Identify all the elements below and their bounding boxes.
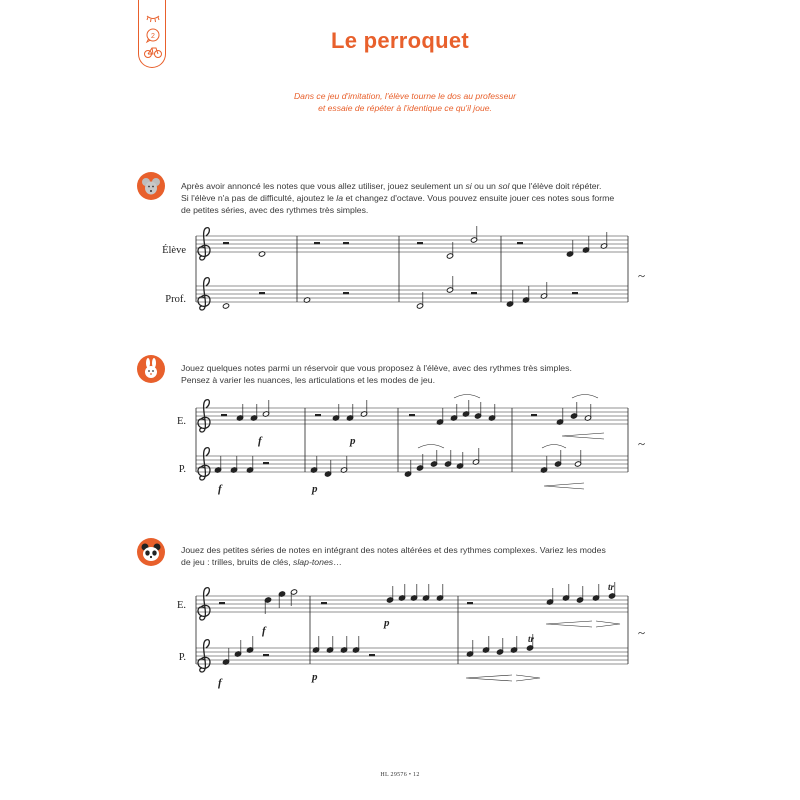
rest <box>572 292 578 294</box>
continuation-mark-3: ~ <box>638 625 646 640</box>
label-eleve: Élève <box>162 245 186 256</box>
rest <box>517 242 523 244</box>
note-head <box>222 303 229 309</box>
section-1-line-2: Si l'élève n'a pas de difficulté, ajoutez le la et changez d'octave. Vous pouvez ensuite jouer ces notes sous forme <box>181 193 615 203</box>
intro-line-2: et essaie de répéter à l'identique ce qu'il joue. <box>318 103 492 113</box>
rest <box>321 602 327 604</box>
notation-layer <box>196 226 628 689</box>
continuation-mark-2: ~ <box>638 436 646 451</box>
intro-line-1: Dans ce jeu d'imitation, l'élève tourne le dos au professeur <box>293 91 517 101</box>
slur <box>542 445 566 449</box>
rest <box>409 414 415 416</box>
rest <box>263 654 269 656</box>
dynamic-mark: f <box>262 625 266 637</box>
dynamic-mark: p <box>384 617 390 629</box>
dynamic-mark: p <box>312 671 318 683</box>
rest <box>343 242 349 244</box>
trill-mark: tr <box>608 582 615 592</box>
rest <box>219 602 225 604</box>
rest <box>471 292 477 294</box>
slur <box>572 395 598 399</box>
dynamic-mark: p <box>312 483 318 495</box>
label-p-3: P. <box>178 652 186 663</box>
section-3-line-1: Jouez des petites séries de notes en intégrant des notes altérées et des rythmes complexes. Variez les modes <box>181 545 606 555</box>
rest <box>259 292 265 294</box>
svg-text:2: 2 <box>151 33 155 40</box>
rest <box>343 292 349 294</box>
page-title: Le perroquet <box>330 28 470 53</box>
crescendo-hairpin <box>562 433 604 439</box>
rest <box>263 462 269 464</box>
section-3-line-2: de jeu : trilles, bruits de clés, slap-tones… <box>181 557 342 567</box>
rest <box>467 602 473 604</box>
dynamic-mark: f <box>218 483 222 495</box>
section-1-line-3: de petites séries, avec des rythmes très simples. <box>181 205 369 215</box>
label-e-2: E. <box>176 416 186 427</box>
label-p-2: P. <box>178 464 186 475</box>
section-1-line-1: Après avoir annoncé les notes que vous allez utiliser, jouez seulement un si ou un sol que l'élève doit répéter. <box>181 181 602 191</box>
rest <box>314 242 320 244</box>
rest <box>315 414 321 416</box>
rest <box>531 414 537 416</box>
continuation-mark-1: ~ <box>638 268 646 283</box>
crescendo-hairpin <box>544 483 584 489</box>
trill-mark: tr <box>528 634 535 644</box>
decrescendo-hairpin <box>596 621 620 627</box>
rest <box>223 242 229 244</box>
label-prof: Prof. <box>165 294 186 305</box>
crescendo-hairpin <box>546 621 592 627</box>
dynamic-mark: f <box>258 435 262 447</box>
rest <box>369 654 375 656</box>
rest <box>221 414 227 416</box>
rest <box>417 242 423 244</box>
decrescendo-hairpin <box>516 675 540 681</box>
section-2-line-2: Pensez à varier les nuances, les articulations et les modes de jeu. <box>181 375 436 385</box>
label-e-3: E. <box>176 600 186 611</box>
crescendo-hairpin <box>466 675 512 681</box>
slur <box>418 445 444 449</box>
page-footer: HL 29576 • 12 <box>380 772 420 778</box>
dynamic-mark: f <box>218 677 222 689</box>
section-2-line-1: Jouez quelques notes parmi un réservoir que vous proposez à l'élève, avec des rythmes très simples. <box>181 363 572 373</box>
dynamic-mark: p <box>350 435 356 447</box>
slur <box>454 395 480 399</box>
